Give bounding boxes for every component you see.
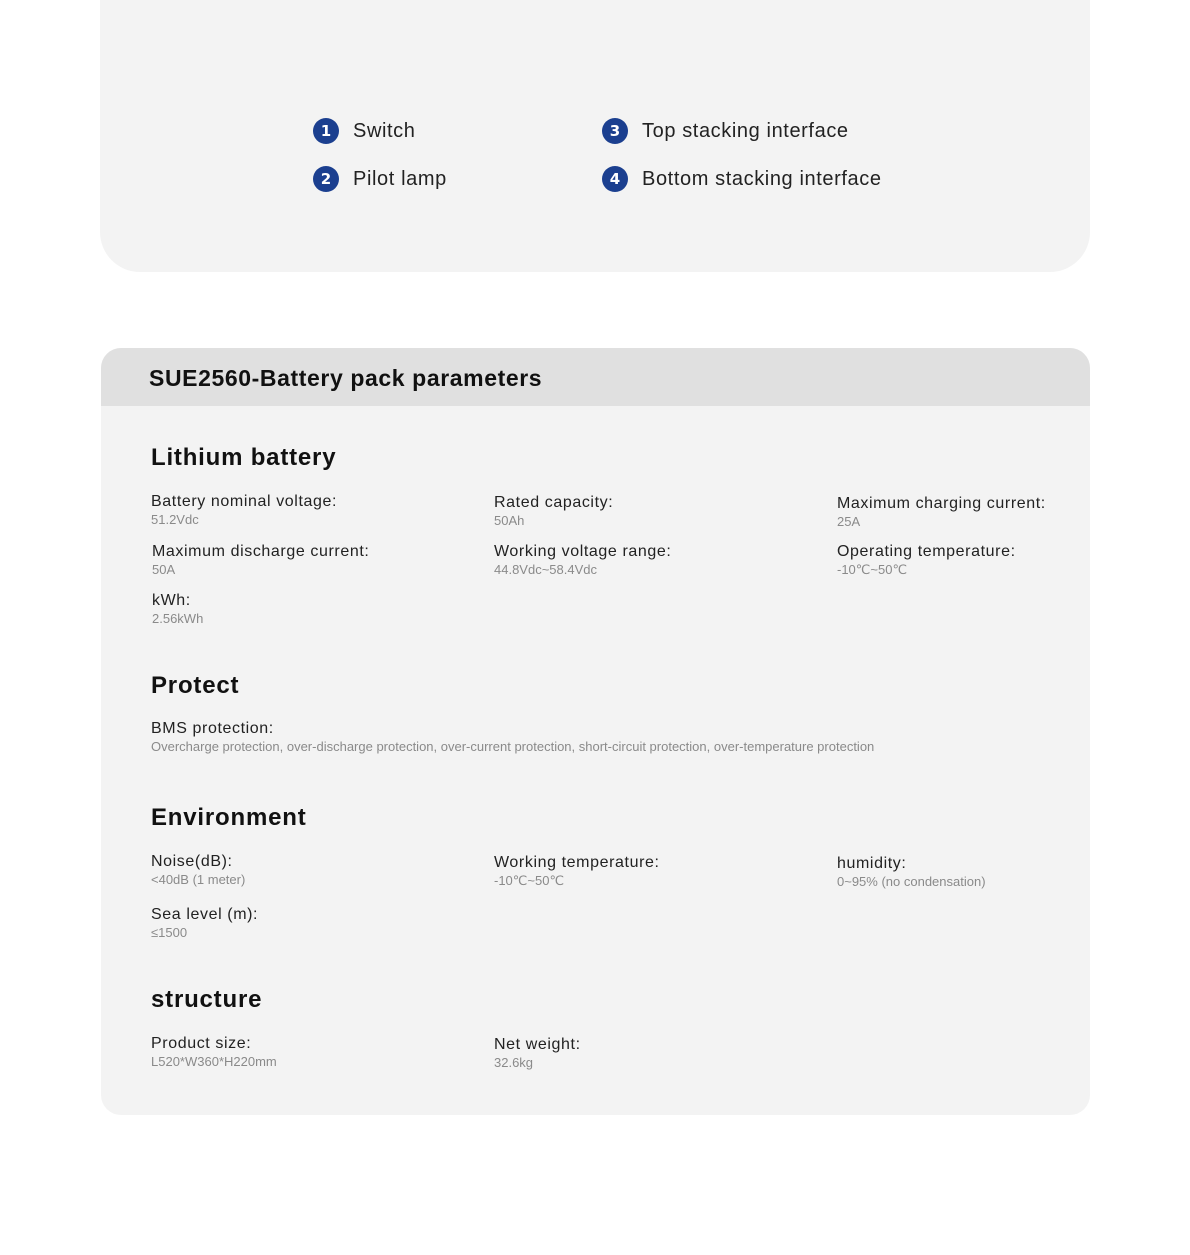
section-title-environment: Environment <box>151 804 307 831</box>
spec-operating-temperature <box>837 542 1016 578</box>
parameters-title: SUE2560-Battery pack parameters <box>149 365 543 391</box>
section-title-protect: Protect <box>151 672 240 699</box>
spec-value: ≤1500 <box>151 925 188 940</box>
spec-label: Maximum charging current: <box>837 495 1046 512</box>
spec-value: 32.6kg <box>494 1055 534 1070</box>
spec-label: Sea level (m): <box>151 906 259 923</box>
spec-noise <box>151 852 245 888</box>
spec-label: Operating temperature: <box>837 543 1016 560</box>
spec-label: Working temperature: <box>494 854 660 871</box>
spec-value: Overcharge protection, over-discharge protection, over-current protection, short-circuit protection, over-temperature protection <box>151 739 875 754</box>
spec-net-weight <box>494 1035 581 1071</box>
spec-value: 2.56kWh <box>152 611 204 626</box>
spec-value: L520*W360*H220mm <box>151 1054 277 1069</box>
spec-working-voltage-range <box>494 542 671 578</box>
legend-item-bottom-stacking <box>602 165 882 193</box>
spec-label: Rated capacity: <box>494 494 614 511</box>
spec-product-size <box>151 1034 277 1070</box>
legend-item-switch <box>313 117 416 145</box>
spec-value: 50A <box>152 562 176 577</box>
spec-label: humidity: <box>837 855 907 872</box>
section-title-structure: structure <box>151 986 263 1013</box>
spec-label: Net weight: <box>494 1036 581 1053</box>
spec-maximum-discharge-current <box>152 542 369 578</box>
number-badge-1: 1 <box>313 118 339 144</box>
battery-parameters-card <box>101 348 1090 1115</box>
legend-label-bottom-stacking: Bottom stacking interface <box>642 167 882 190</box>
spec-value: 25A <box>837 514 861 529</box>
component-legend-card <box>100 0 1090 272</box>
number-badge-2: 2 <box>313 166 339 192</box>
spec-label: Working voltage range: <box>494 543 672 560</box>
section-title-lithium-battery: Lithium battery <box>151 444 337 471</box>
spec-value: <40dB (1 meter) <box>151 872 246 887</box>
spec-kwh <box>152 591 203 627</box>
legend-item-top-stacking <box>602 117 849 145</box>
spec-bms-protection <box>151 719 874 755</box>
spec-maximum-charging-current <box>837 494 1046 530</box>
spec-label: kWh: <box>152 592 191 609</box>
spec-rated-capacity <box>494 493 613 529</box>
spec-value: -10℃~50℃ <box>494 873 565 888</box>
spec-label: Maximum discharge current: <box>152 543 370 560</box>
spec-value: 50Ah <box>494 513 525 528</box>
spec-label: Product size: <box>151 1035 252 1052</box>
spec-battery-nominal-voltage <box>151 492 337 528</box>
parameters-header <box>101 348 1090 406</box>
number-badge-3: 3 <box>602 118 628 144</box>
spec-label: Battery nominal voltage: <box>151 493 338 510</box>
legend-label-pilot-lamp: Pilot lamp <box>353 167 447 190</box>
spec-value: -10℃~50℃ <box>837 562 908 577</box>
legend-label-top-stacking: Top stacking interface <box>642 119 849 142</box>
spec-sea-level <box>151 905 258 941</box>
spec-value: 51.2Vdc <box>151 512 199 527</box>
spec-label: BMS protection: <box>151 720 274 737</box>
spec-value: 0~95% (no condensation) <box>837 874 986 889</box>
spec-label: Noise(dB): <box>151 853 233 870</box>
number-badge-4: 4 <box>602 166 628 192</box>
spec-value: 44.8Vdc~58.4Vdc <box>494 562 597 577</box>
spec-humidity <box>837 854 986 890</box>
legend-item-pilot-lamp <box>313 165 447 193</box>
spec-working-temperature <box>494 853 660 889</box>
legend-label-switch: Switch <box>353 119 416 142</box>
